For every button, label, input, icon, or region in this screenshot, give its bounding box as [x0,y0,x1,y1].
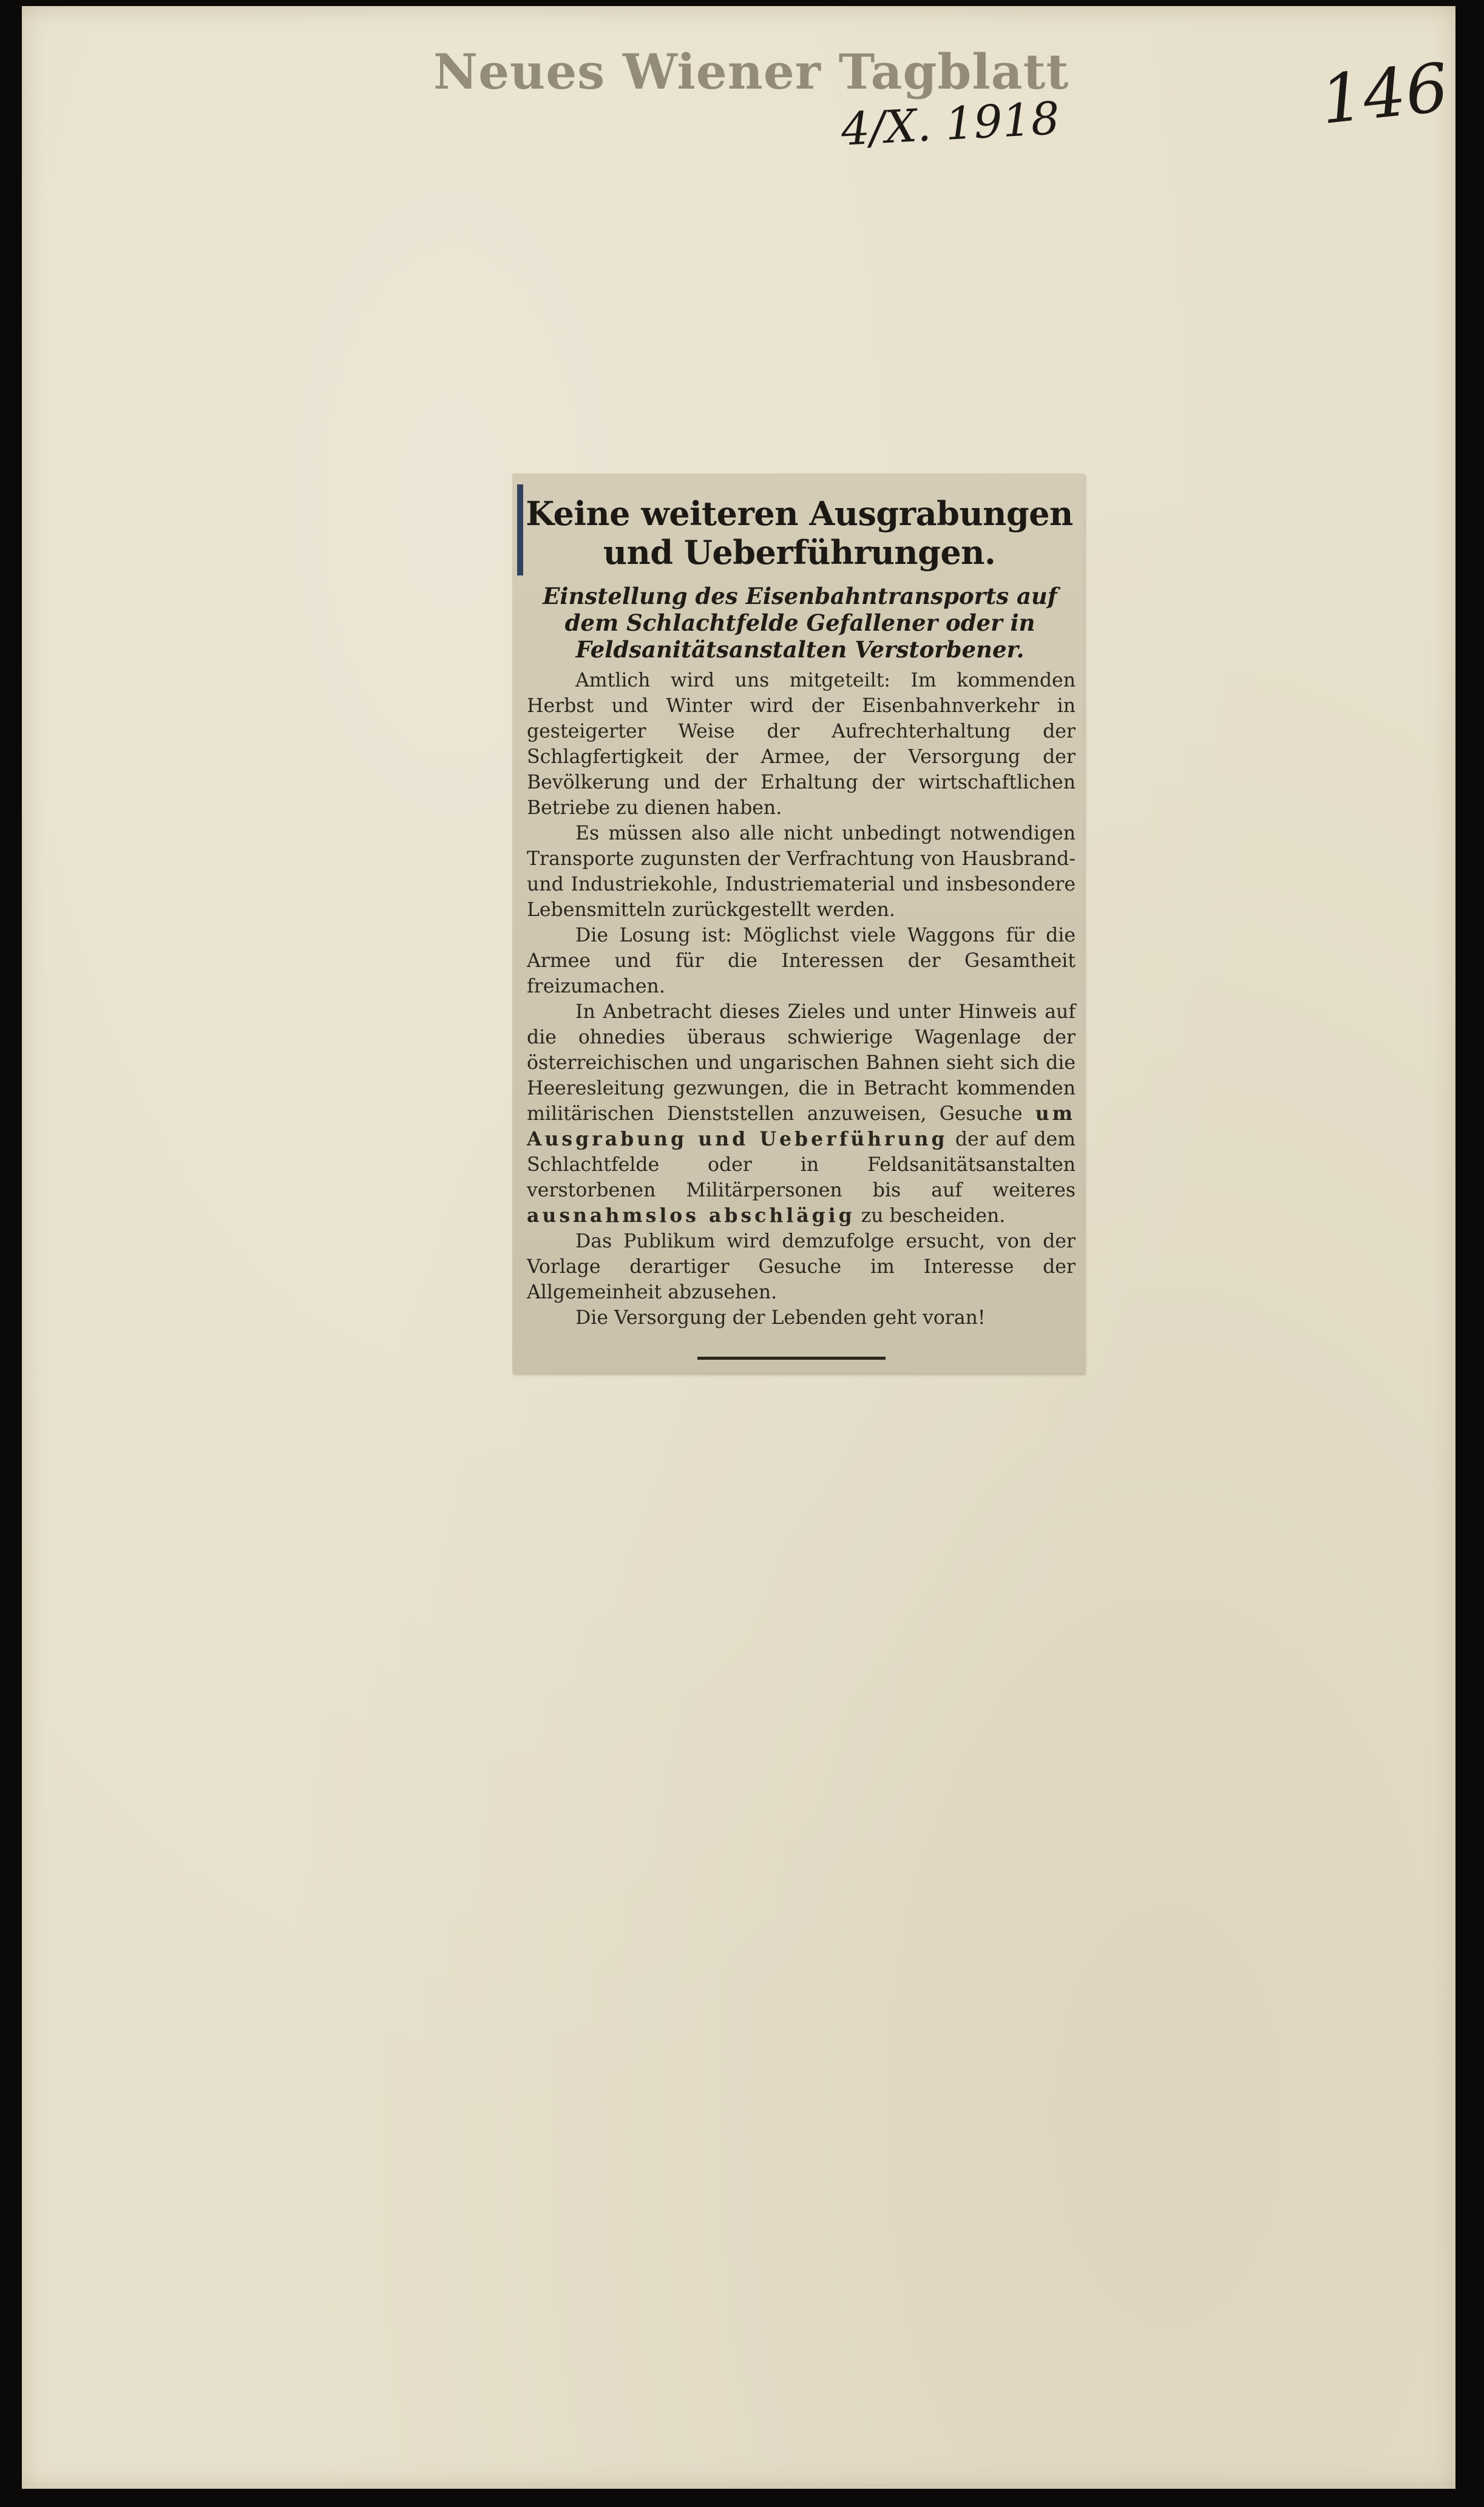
article-paragraph-4 [527,999,1076,1229]
article-paragraph-1: Amtlich wird uns mitgeteilt: Im kommenden Herbst und Winter wird der Eisenbahnverkehr in gesteigerter Weise der Aufrechterhaltung der Schlagfertigkeit der Armee, der Versorgung der Bevölkerung und der Erhaltung der wirtschaftlichen Betriebe zu dienen haben. [527,670,1076,819]
handwritten-date: 4/X. 1918 [839,92,1061,156]
article-paragraph-5: Das Publikum wird demzufolge ersucht, von der Vorlage derartiger Gesuche im Interesse der Allgemeinheit abzusehen. [527,1230,1076,1303]
folio-number: 146 [1316,48,1452,140]
newspaper-clipping [512,473,1084,1373]
article-headline: Keine weiteren Ausgrabungen und Ueberführungen. [526,494,1073,572]
article-paragraph-2: Es müssen also alle nicht unbedingt notwendigen Transporte zugunsten der Verfrachtung von Hausbrand- und Industriekohle, Industriematerial und insbesondere Lebensmitteln zurückgestellt werden. [527,823,1076,921]
paragraph-4-emphasis-a: um Ausgrabung und Ueberführung [527,1102,1076,1150]
archive-sheet [22,6,1455,2489]
newspaper-name-stamp: Neues Wiener Tagblatt [433,43,1069,100]
article-paragraph-3: Die Losung ist: Möglichst viele Waggons für die Armee und für die Interessen der Gesamtheit freizumachen. [527,924,1076,997]
article-closing-line: Die Versorgung der Lebenden geht voran! [575,1307,986,1329]
clipping-edge-mark [517,484,523,575]
article-body [527,668,1076,1331]
article-subheadline: Einstellung des Eisenbahntransports auf dem Schlachtfelde Gefallener oder in Feldsanitätsanstalten Verstorbener. [543,583,1057,663]
paragraph-4-emphasis-b: ausnahmslos abschlägig [527,1204,855,1227]
closing-rule [697,1357,886,1360]
paragraph-4-text-a: In Anbetracht dieses Zieles und unter Hinweis auf die ohnedies überaus schwierige Wagenlage der österreichischen und ungarischen Bahnen sieht sich die Heeresleitung gezwungen, die in Betracht kommenden militärischen Dienststellen anzuweisen, Gesuche [527,1001,1076,1125]
paragraph-4-text-c: zu bescheiden. [855,1205,1006,1227]
paragraph-4-text-b: der auf dem Schlachtfelde oder in Feldsanitätsanstalten verstorbenen Militärpersonen bis auf weiteres [527,1128,1076,1201]
